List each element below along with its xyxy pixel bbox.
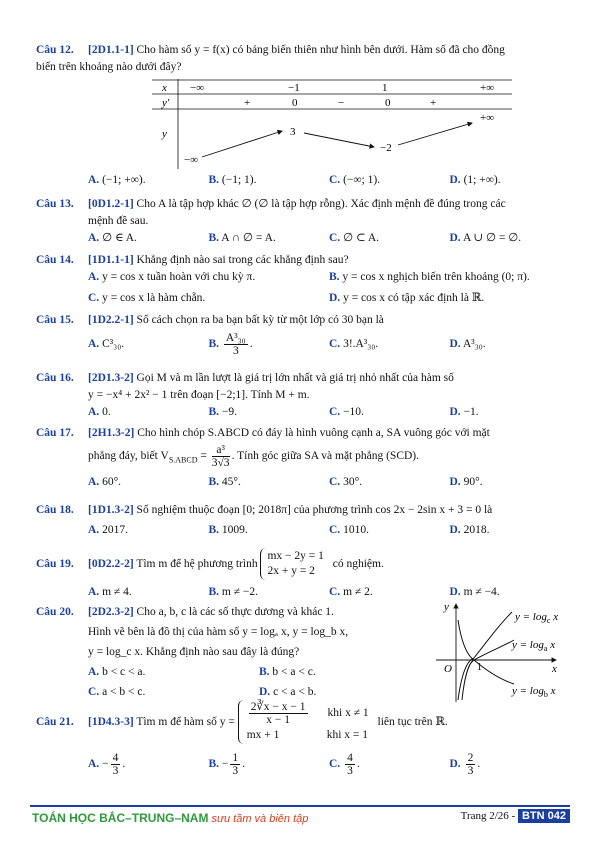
question-19 bbox=[36, 548, 570, 601]
table-arrow bbox=[304, 133, 374, 147]
question-number: Câu 21. bbox=[36, 715, 74, 728]
option-d[interactable]: D. 2018. bbox=[449, 524, 490, 536]
log-graph bbox=[432, 600, 572, 704]
option-b[interactable]: B. y = cos x nghịch biến trên khoảng (0; π). bbox=[329, 271, 530, 283]
table-x-value: 1 bbox=[382, 82, 388, 94]
table-sign: 0 bbox=[385, 97, 391, 109]
option-a[interactable]: A. (−1; +∞). bbox=[88, 174, 146, 186]
piecewise-function: $\frac{2∛x - x - 1}{x - 1}$ khi x ≠ 1 mx + 1 khi x = 1 bbox=[238, 700, 375, 744]
option-c[interactable]: C. m ≠ 2. bbox=[329, 586, 373, 598]
table-y-value: −∞ bbox=[184, 154, 199, 166]
table-x-label: x bbox=[162, 82, 167, 94]
curve-log-c bbox=[458, 612, 512, 700]
question-number: Câu 15. bbox=[36, 314, 74, 326]
variation-table bbox=[152, 79, 512, 169]
y-axis-label: y bbox=[444, 601, 449, 613]
option-d[interactable]: D. m ≠ −4. bbox=[449, 586, 500, 598]
question-code: [2H1.3-2] bbox=[88, 427, 135, 439]
label-log-c: $y = \log_c x$ bbox=[515, 611, 559, 625]
doc-badge: BTN 042 bbox=[518, 809, 570, 823]
table-arrow bbox=[398, 123, 472, 145]
question-text: Số nghiệm thuộc đoạn [0; 2018π] của phương trình cos 2x − 2sin x + 3 = 0 là bbox=[133, 504, 493, 516]
question-text: Cho hàm số y = f(x) có bảng biến thiên như hình bên dưới. Hàm số đã cho đồng bbox=[133, 44, 505, 56]
page-number: Trang 2/26 - bbox=[460, 810, 518, 822]
question-number: Câu 19. bbox=[36, 557, 74, 570]
table-x-value: −∞ bbox=[190, 82, 205, 94]
table-sign: − bbox=[338, 97, 345, 109]
equation-system: mx − 2y = 1 2x + y = 2 bbox=[260, 548, 329, 580]
option-b[interactable]: B. m ≠ −2. bbox=[208, 586, 259, 598]
option-d[interactable]: D. $\frac{2}{3}$ . bbox=[449, 752, 481, 777]
option-c[interactable]: C. $\frac{4}{3}$ . bbox=[329, 752, 360, 777]
table-y-value: 3 bbox=[290, 126, 296, 138]
question-18 bbox=[36, 502, 570, 539]
footer-brand: TOÁN HỌC BẮC–TRUNG–NAM sưu tầm và biên tập bbox=[32, 811, 309, 825]
question-text: Cho a, b, c là các số thực dương và khác 1. bbox=[133, 606, 334, 618]
option-a[interactable]: A. m ≠ 4. bbox=[88, 586, 132, 598]
footer-page bbox=[461, 810, 570, 822]
option-a[interactable]: A. 60°. bbox=[88, 476, 122, 489]
option-b[interactable]: B. − $\frac{1}{3}$ . bbox=[208, 752, 246, 777]
option-a[interactable]: A. − $\frac{4}{3}$ . bbox=[88, 752, 126, 777]
question-code: [1D1.3-2] bbox=[88, 504, 134, 516]
question-text: y = −x⁴ + 2x² − 1 trên đoạn [−2;1]. Tính M + m. bbox=[88, 389, 310, 401]
question-code: [1D2.2-1] bbox=[88, 314, 134, 326]
option-a[interactable]: A. 0. bbox=[88, 406, 111, 418]
option-d[interactable]: D. y = cos x có tập xác định là ℝ. bbox=[329, 292, 485, 304]
question-text: mệnh đề sau. bbox=[88, 215, 149, 227]
question-text: Tìm m để hàm số y = bbox=[133, 715, 238, 728]
table-sign: 0 bbox=[292, 97, 298, 109]
question-number: Câu 17. bbox=[36, 427, 74, 439]
table-sign: + bbox=[244, 97, 251, 109]
option-d[interactable]: D. −1. bbox=[449, 406, 479, 418]
question-21 bbox=[36, 700, 570, 777]
question-text: biến trên khoảng nào dưới đây? bbox=[36, 61, 182, 73]
option-a[interactable]: A. y = cos x tuần hoàn với chu kỳ π. bbox=[88, 271, 256, 283]
question-text: Gọi M và m lần lượt là giá trị lớn nhất và giá trị nhỏ nhất của hàm số bbox=[133, 372, 454, 384]
question-13 bbox=[36, 196, 570, 247]
option-d[interactable]: D. A ∪ ∅ = ∅. bbox=[449, 232, 522, 244]
option-c[interactable]: C. y = cos x là hàm chẵn. bbox=[88, 292, 206, 304]
option-a[interactable]: A. 2017. bbox=[88, 524, 128, 536]
option-c[interactable]: C. ∅ ⊂ A. bbox=[329, 232, 380, 244]
table-x-value: −1 bbox=[288, 82, 300, 94]
option-d[interactable]: D. 90°. bbox=[449, 476, 483, 489]
question-number: Câu 16. bbox=[36, 372, 74, 384]
option-b[interactable]: B. −9. bbox=[208, 406, 238, 418]
page-footer bbox=[30, 805, 570, 829]
question-number: Câu 20. bbox=[36, 606, 74, 618]
option-c[interactable]: C. 1010. bbox=[329, 524, 369, 536]
question-text: có nghiệm. bbox=[329, 557, 384, 570]
question-code: [0D2.2-2] bbox=[88, 557, 134, 570]
option-c[interactable]: C. a < b < c. bbox=[88, 686, 146, 698]
option-b[interactable]: B. b < a < c. bbox=[259, 666, 316, 678]
origin-label: O bbox=[444, 663, 452, 675]
x-axis-label: x bbox=[552, 663, 557, 675]
option-d[interactable]: D. (1; +∞). bbox=[449, 174, 501, 186]
question-code: [2D1.3-2] bbox=[88, 372, 134, 384]
question-number: Câu 13. bbox=[36, 198, 74, 210]
question-text: Hình vẽ bên là đồ thị của hàm số y = logₐ x, y = log_b x, bbox=[88, 626, 349, 638]
question-text: Tìm m để hệ phương trình bbox=[133, 557, 261, 570]
question-code: [2D2.3-2] bbox=[88, 606, 134, 618]
option-b[interactable]: B. 45°. bbox=[208, 476, 241, 489]
question-12-options bbox=[36, 172, 570, 189]
table-sign: + bbox=[430, 97, 437, 109]
question-number: Câu 14. bbox=[36, 254, 74, 266]
question-12 bbox=[36, 42, 570, 76]
question-number: Câu 12. bbox=[36, 44, 74, 56]
question-code: [2D1.1-1] bbox=[88, 44, 134, 56]
fraction-denominator: 3 bbox=[232, 345, 239, 357]
option-d[interactable]: D. A³₃₀. bbox=[449, 338, 486, 350]
tick-one: 1 bbox=[477, 662, 482, 673]
question-text: Cho hình chóp S.ABCD có đáy là hình vuông cạnh a, SA vuông góc với mặt bbox=[134, 427, 490, 439]
question-text: Khẳng định nào sai trong các khẳng định sau? bbox=[133, 254, 349, 266]
option-a[interactable]: A. b < c < a. bbox=[88, 666, 146, 678]
label-log-b: $y = \log_b x$ bbox=[512, 685, 556, 699]
question-16 bbox=[36, 370, 570, 421]
question-code: [1D4.3-3] bbox=[88, 715, 134, 728]
table-x-value: +∞ bbox=[480, 82, 495, 94]
question-14 bbox=[36, 252, 570, 307]
table-yp-label: y' bbox=[162, 97, 170, 109]
option-c[interactable]: C. −10. bbox=[329, 406, 364, 418]
question-20 bbox=[36, 604, 430, 701]
table-y-label: y bbox=[162, 128, 167, 140]
question-text: Số cách chọn ra ba bạn bất kỳ từ một lớp có 30 bạn là bbox=[133, 314, 384, 326]
option-c[interactable]: C. 30°. bbox=[329, 476, 363, 489]
question-text: Cho A là tập hợp khác ∅ (∅ là tập hợp rỗng). Xác định mệnh đề đúng trong các bbox=[133, 198, 506, 210]
question-17 bbox=[36, 425, 570, 491]
option-b[interactable]: B. $\frac{\text{A³₃₀}}{3}$ . bbox=[208, 332, 253, 357]
option-b[interactable]: B. A ∩ ∅ = A. bbox=[208, 232, 276, 244]
label-log-a: $y = \log_a x$ bbox=[512, 639, 556, 653]
option-b[interactable]: B. 1009. bbox=[208, 524, 248, 536]
option-c[interactable]: C. (−∞; 1). bbox=[329, 174, 381, 186]
option-a[interactable]: A. C³₃₀. bbox=[88, 338, 125, 350]
table-y-value: +∞ bbox=[480, 112, 495, 124]
table-y-value: −2 bbox=[380, 142, 392, 154]
question-code: [0D1.2-1] bbox=[88, 198, 134, 210]
option-d[interactable]: D. c < a < b. bbox=[259, 686, 317, 698]
question-15 bbox=[36, 312, 570, 357]
question-text: y = log_c x. Khẳng định nào sau đây là đúng? bbox=[88, 646, 300, 658]
question-text: phẳng đáy, biết $V_{S.ABCD}$ = $\frac{\text{a³}}{3√3}$ . Tính góc giữa SA và mặt phẳng (SCD). bbox=[88, 443, 420, 469]
option-a[interactable]: A. ∅ ∈ A. bbox=[88, 232, 137, 244]
question-number: Câu 18. bbox=[36, 504, 74, 516]
option-c[interactable]: C. 3!.A³₃₀. bbox=[329, 338, 379, 350]
fraction-numerator: A³₃₀ bbox=[225, 332, 246, 344]
question-text: liên tục trên ℝ. bbox=[374, 715, 448, 728]
option-b[interactable]: B. (−1; 1). bbox=[208, 174, 257, 186]
question-code: [1D1.1-1] bbox=[88, 254, 134, 266]
table-arrow bbox=[202, 131, 282, 157]
curve-log-a bbox=[462, 640, 514, 700]
